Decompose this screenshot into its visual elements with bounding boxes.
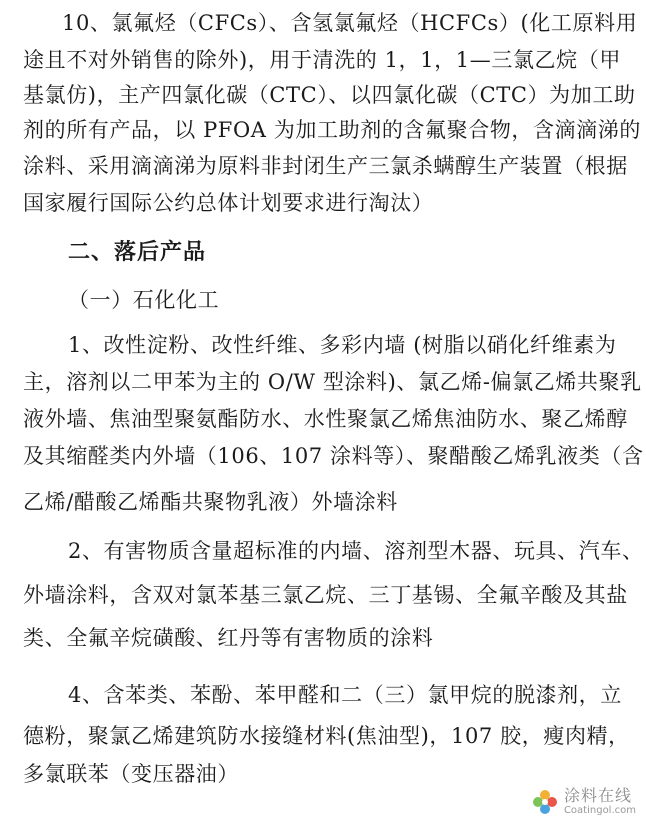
item-1-line-5: 乙烯/醋酸乙烯酯共聚物乳液）外墙涂料 [23,490,398,514]
paragraph-10-line-4: 剂的所有产品，以 PFOA 为加工助剂的含氟聚合物，含滴滴涕的 [23,118,642,142]
item-1-line-2: 主，溶剂以二甲苯为主的 O/W 型涂料)、氯乙烯-偏氯乙烯共聚乳 [23,370,642,394]
watermark-title: 涂料在线 [563,786,632,805]
section-subheading: （一）石化化工 [68,288,220,312]
item-2-line-1: 2、有害物质含量超标准的内墙、溶剂型木器、玩具、汽车、 [68,539,644,563]
paragraph-10-line-5: 涂料、采用滴滴涕为原料非封闭生产三氯杀螨醇生产装置（根据 [23,154,628,178]
paragraph-10-line-3: 基氯仿)，主产四氯化碳（CTC）、以四氯化碳（CTC）为加工助 [23,83,636,107]
paragraph-10-line-6: 国家履行国际公约总体计划要求进行淘汰） [23,191,434,215]
watermark [532,788,636,816]
item-1-line-4: 及其缩醛类内外墙（106、107 涂料等）、聚醋酸乙烯乳液类（含 [23,444,644,468]
item-1-line-1: 1、改性淀粉、改性纤维、多彩内墙 (树脂以硝化纤维素为 [68,333,617,357]
item-4-line-2: 德粉，聚氯乙烯建筑防水接缝材料(焦油型)，107 胶，瘦肉精， [23,724,630,748]
item-2-line-2: 外墙涂料，含双对氯苯基三氯乙烷、三丁基锡、全氟辛酸及其盐 [23,583,628,607]
coatingol-logo-icon [532,789,558,815]
item-4-line-3: 多氯联苯（变压器油） [23,762,239,786]
item-4-line-1: 4、含苯类、苯酚、苯甲醛和二（三）氯甲烷的脱漆剂，立 [68,683,622,707]
paragraph-10-line-1: 10、氯氟烃（CFCs）、含氢氯氟烃（HCFCs）(化工原料用 [62,11,638,35]
item-2-line-3: 类、全氟辛烷磺酸、红丹等有害物质的涂料 [23,626,434,650]
section-heading: 二、落后产品 [68,240,207,265]
item-1-line-3: 液外墙、焦油型聚氨酯防水、水性聚氯乙烯焦油防水、聚乙烯醇 [23,407,628,431]
watermark-url: Coatingol.com [563,805,636,816]
paragraph-10-line-2: 途且不对外销售的除外)，用于清洗的 1，1，1—三氯乙烷（甲 [23,48,621,72]
